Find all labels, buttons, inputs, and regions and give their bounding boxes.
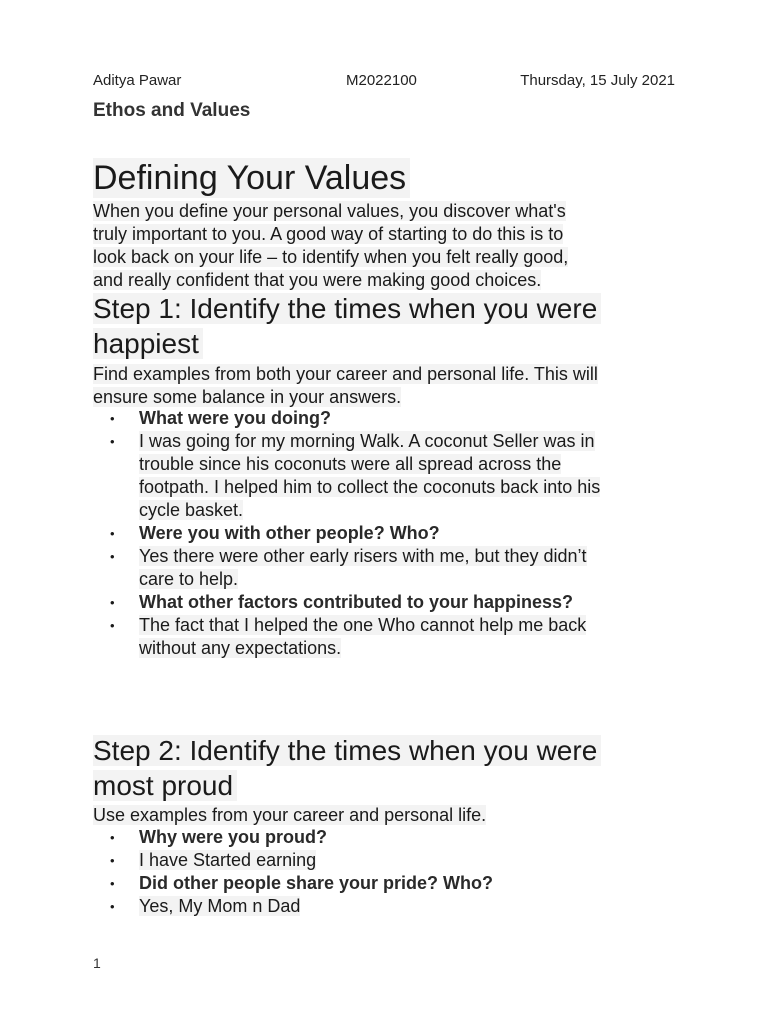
step2-heading-line: Step 2: Identify the times when you were (93, 735, 601, 766)
step1-bullet-list (93, 407, 693, 660)
bullet-icon: • (110, 899, 115, 914)
step1-intro-paragraph (93, 363, 693, 409)
step1-intro-line: Find examples from both your career and personal life. This will (93, 364, 598, 384)
step1-heading-line: Step 1: Identify the times when you were (93, 293, 601, 324)
list-item (93, 826, 693, 849)
answer-line: I was going for my morning Walk. A coconut Seller was in (139, 431, 595, 451)
list-item (93, 849, 693, 872)
intro-line: and really confident that you were making good choices. (93, 270, 542, 290)
step2-heading-line: most proud (93, 770, 237, 801)
bullet-icon: • (110, 549, 115, 564)
answer-line: without any expectations. (139, 638, 342, 658)
step1-intro-line: ensure some balance in your answers. (93, 387, 402, 407)
list-item (93, 407, 693, 430)
list-item (93, 614, 693, 660)
list-item (93, 430, 693, 522)
answer-line: footpath. I helped him to collect the coconuts back into his (139, 477, 601, 497)
bullet-icon: • (110, 618, 115, 633)
answer-text (139, 849, 693, 872)
question-text: Did other people share your pride? Who? (139, 873, 494, 893)
bullet-icon: • (110, 411, 115, 426)
step1-heading-line: happiest (93, 328, 203, 359)
intro-line: look back on your life – to identify when you felt really good, (93, 247, 569, 267)
bullet-icon: • (110, 876, 115, 891)
intro-line: truly important to you. A good way of starting to do this is to (93, 224, 564, 244)
step2-intro-line: Use examples from your career and personal life. (93, 805, 487, 825)
answer-line: trouble since his coconuts were all spread across the (139, 454, 562, 474)
answer-line: Yes, My Mom n Dad (139, 896, 301, 916)
answer-text (139, 430, 693, 522)
intro-line: When you define your personal values, you discover what's (93, 201, 566, 221)
document-date: Thursday, 15 July 2021 (520, 72, 675, 89)
answer-line: I have Started earning (139, 850, 317, 870)
answer-text (139, 614, 693, 660)
list-item (93, 545, 693, 591)
step1-heading (93, 291, 713, 361)
page-title: Defining Your Values (93, 158, 410, 198)
course-title: Ethos and Values (93, 100, 251, 121)
author-name: Aditya Pawar (93, 72, 182, 89)
step2-bullet-list (93, 826, 693, 918)
step2-heading (93, 733, 713, 803)
question-text: What other factors contributed to your happiness? (139, 592, 574, 612)
question-text: Why were you proud? (139, 827, 328, 847)
bullet-icon: • (110, 434, 115, 449)
student-id: M2022100 (346, 72, 417, 89)
answer-line: Yes there were other early risers with me, but they didn’t (139, 546, 587, 566)
intro-paragraph (93, 200, 693, 292)
answer-line: cycle basket. (139, 500, 244, 520)
bullet-icon: • (110, 853, 115, 868)
question-text: Were you with other people? Who? (139, 523, 440, 543)
answer-text (139, 545, 693, 591)
document-header (93, 72, 675, 92)
list-item (93, 591, 693, 614)
page-number: 1 (93, 955, 101, 971)
list-item (93, 872, 693, 895)
bullet-icon: • (110, 526, 115, 541)
answer-line: care to help. (139, 569, 239, 589)
answer-text (139, 895, 693, 918)
question-text: What were you doing? (139, 408, 331, 428)
answer-line: The fact that I helped the one Who cannot help me back (139, 615, 587, 635)
bullet-icon: • (110, 830, 115, 845)
list-item (93, 522, 693, 545)
list-item (93, 895, 693, 918)
step2-intro-paragraph (93, 804, 693, 827)
bullet-icon: • (110, 595, 115, 610)
